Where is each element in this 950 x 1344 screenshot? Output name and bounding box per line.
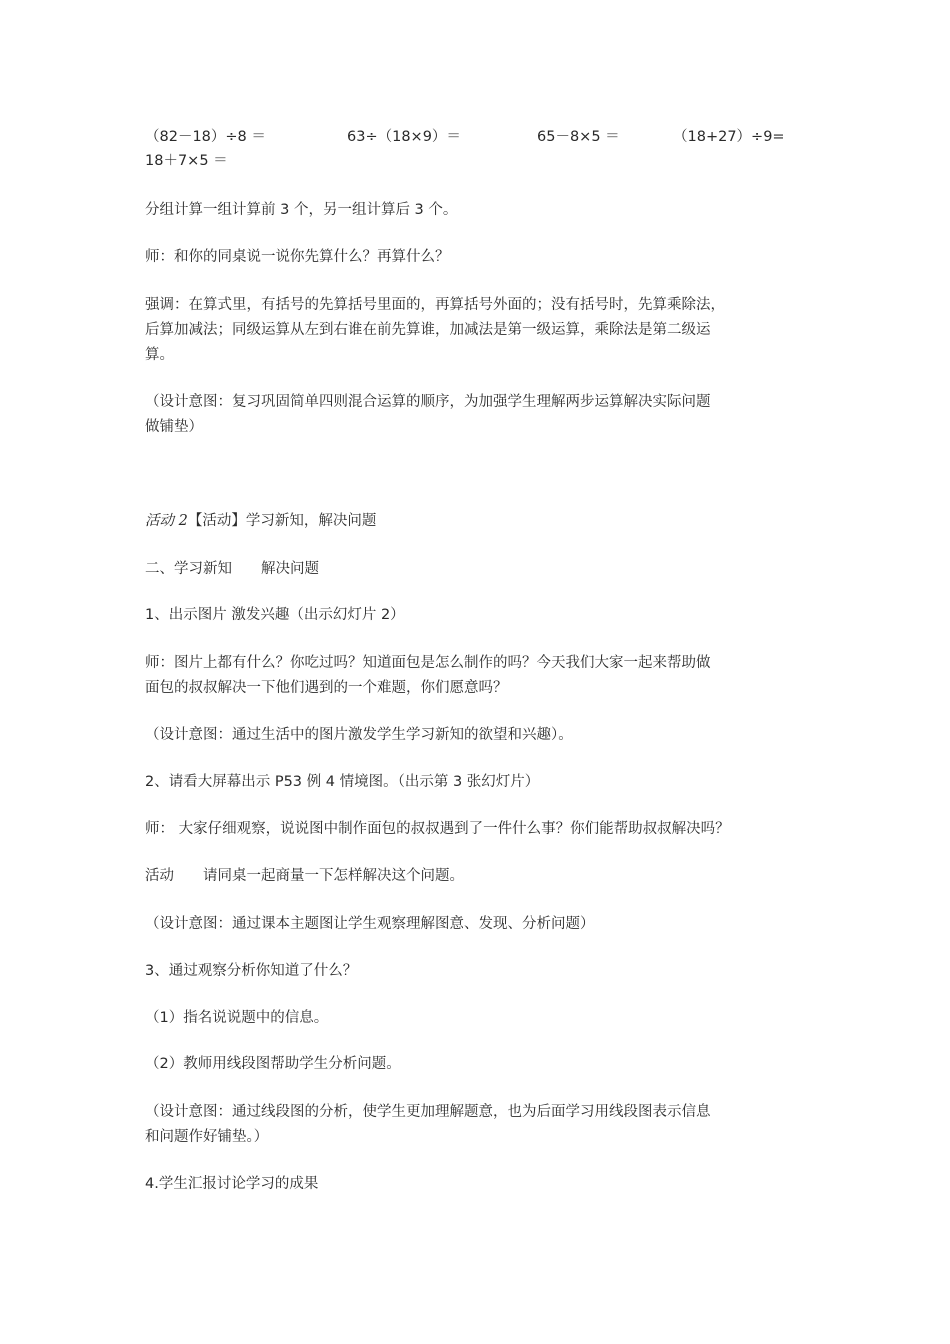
sub-step-1: （1）指名说说题中的信息。 — [145, 1010, 329, 1026]
activity-title: 【活动】学习新知，解决问题 — [187, 513, 377, 529]
paragraph-group-calc: 分组计算一组计算前 3 个，另一组计算后 3 个。 — [145, 202, 458, 218]
exercise-5: 18＋7×5 ＝ — [145, 153, 228, 169]
exercise-2: 63÷（18×9）＝ — [347, 129, 461, 145]
exercise-4: （18+27）÷9= — [673, 129, 785, 145]
step-1: 1、出示图片 激发兴趣（出示幻灯片 2） — [145, 607, 405, 623]
paragraph-teacher-ask: 师：和你的同桌说一说你先算什么？再算什么？ — [145, 249, 450, 265]
paragraph-emphasis-line-3: 算。 — [145, 347, 174, 363]
exercise-1: （82－18）÷8 ＝ — [145, 129, 266, 145]
step-4: 4.学生汇报讨论学习的成果 — [145, 1176, 319, 1192]
design-intent-4-line-2: 和问题作好铺垫。） — [145, 1129, 269, 1145]
design-intent-1-line-2: 做铺垫） — [145, 419, 203, 435]
paragraph-teacher-observe: 师： 大家仔细观察，说说图中制作面包的叔叔遇到了一件什么事？你们能帮助叔叔解决吗？ — [145, 821, 730, 837]
paragraph-emphasis-line-1: 强调：在算式里，有括号的先算括号里面的，再算括号外面的；没有括号时，先算乘除法， — [145, 297, 725, 313]
design-intent-1-line-1: （设计意图：复习巩固简单四则混合运算的顺序，为加强学生理解两步运算解决实际问题 — [145, 394, 711, 410]
exercise-3: 65－8×5 ＝ — [537, 129, 620, 145]
paragraph-activity-discuss: 活动 请同桌一起商量一下怎样解决这个问题。 — [145, 868, 464, 884]
paragraph-emphasis-line-2: 后算加减法；同级运算从左到右谁在前先算谁，加减法是第一级运算，乘除法是第二级运 — [145, 322, 711, 338]
design-intent-4-line-1: （设计意图：通过线段图的分析，使学生更加理解题意，也为后面学习用线段图表示信息 — [145, 1104, 711, 1120]
section-heading: 二、学习新知 解决问题 — [145, 561, 319, 577]
activity-number: 活动 2 — [145, 513, 188, 529]
activity-heading — [145, 511, 376, 531]
step-3: 3、通过观察分析你知道了什么？ — [145, 963, 358, 979]
sub-step-2: （2）教师用线段图帮助学生分析问题。 — [145, 1056, 401, 1072]
step-2: 2、请看大屏幕出示 P53 例 4 情境图。（出示第 3 张幻灯片） — [145, 774, 540, 790]
design-intent-3: （设计意图：通过课本主题图让学生观察理解图意、发现、分析问题） — [145, 916, 595, 932]
design-intent-2: （设计意图：通过生活中的图片激发学生学习新知的欲望和兴趣）。 — [145, 727, 573, 743]
paragraph-teacher-picture-line-2: 面包的叔叔解决一下他们遇到的一个难题，你们愿意吗？ — [145, 680, 508, 696]
paragraph-teacher-picture-line-1: 师：图片上都有什么？你吃过吗？知道面包是怎么制作的吗？今天我们大家一起来帮助做 — [145, 655, 711, 671]
